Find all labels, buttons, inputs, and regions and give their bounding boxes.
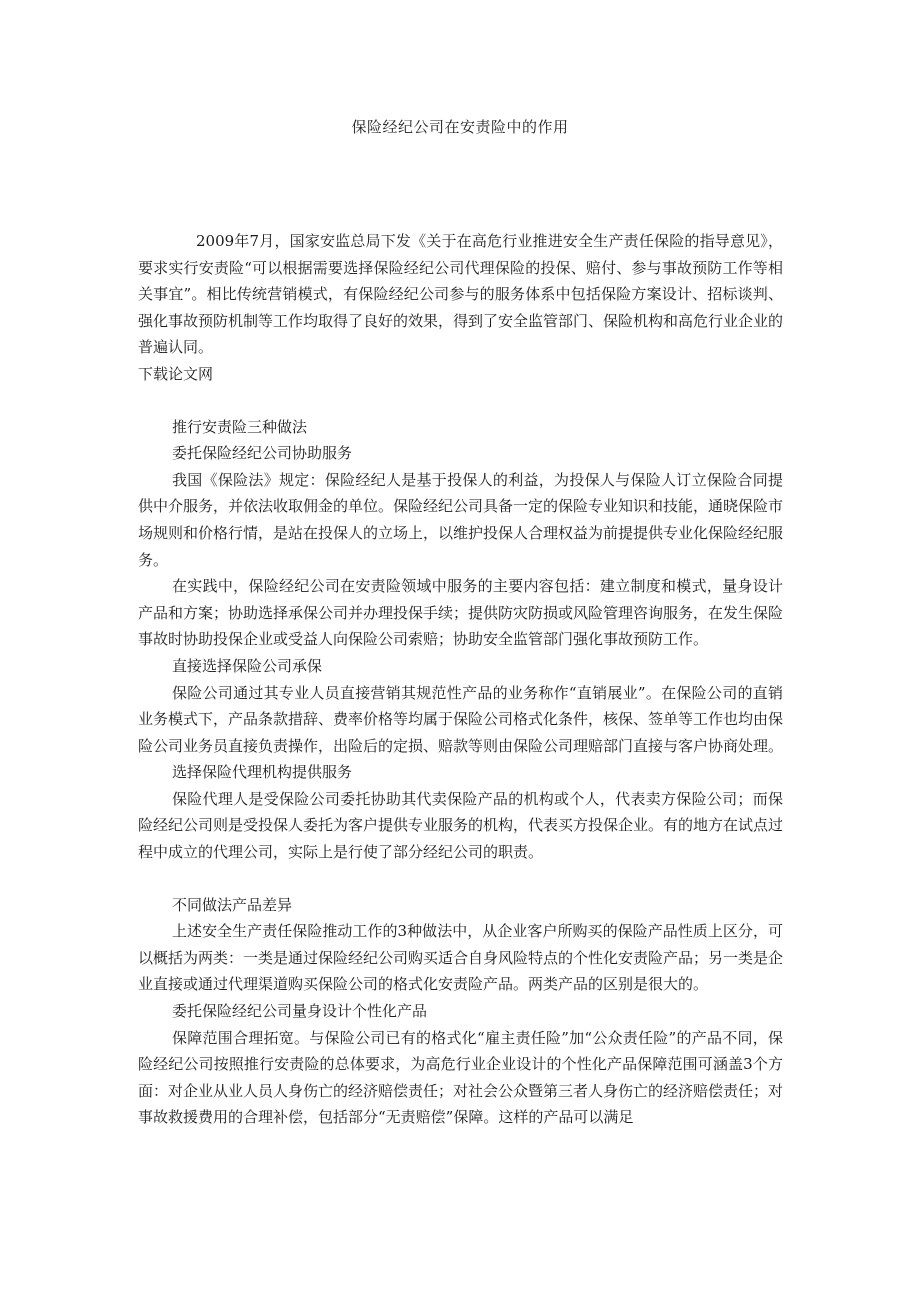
paragraph: 保障范围合理拓宽。与保险公司已有的格式化“雇主责任险”加“公众责任险”的产品不同，保险经纪公司按照推行安责险的总体要求，为高危行业企业设计的个性化产品保障范围可涵盖3个方面：对企业从业人员人身伤亡的经济赔偿责任；对社会公众暨第三者人身伤亡的经济赔偿责任；对事故救援费用的合理补偿，包括部分“无责赔偿”保障。这样的产品可以满足 <box>138 1028 784 1127</box>
subsection-heading: 委托保险经纪公司量身设计个性化产品 <box>172 1002 428 1021</box>
spacer <box>138 866 783 892</box>
paragraph: 在实践中，保险经纪公司在安责险领域中服务的主要内容包括：建立制度和模式，量身设计产品和方案；协助选择承保公司并办理投保手续；提供防灾防损或风险管理咨询服务，在发生保险事故时协助投保企业或受益人向保险公司索赔；协助安全监管部门强化事故预防工作。 <box>138 577 784 649</box>
source-note: 下载论文网 <box>138 364 214 383</box>
paragraph-intro: 2009年7月，国家安监总局下发《关于在高危行业推进安全生产责任保险的指导意见》，要求实行安责险“可以根据需要选择保险经纪公司代理保险的投保、赔付、参与事故预防工作等相关事宜”。相比传统营销模式，有保险经纪公司参与的服务体系中包括保险方案设计、招标谈判、强化事故预防机制等工作均取得了良好的效果，得到了安全监管部门、保险机构和高危行业企业的普遍认同。 <box>138 232 784 357</box>
subsection-heading: 选择保险代理机构提供服务 <box>172 763 353 782</box>
document-body <box>138 228 783 1131</box>
section-heading: 推行安责险三种做法 <box>172 417 308 436</box>
paragraph: 保险公司通过其专业人员直接营销其规范性产品的业务称作“直销展业”。在保险公司的直销业务模式下，产品条款措辞、费率价格等均属于保险公司格式化条件，核保、签单等工作也均由保险公司业务员直接负责操作，出险后的定损、赔款等则由保险公司理赔部门直接与客户协商处理。 <box>138 683 784 755</box>
subsection-heading: 委托保险经纪公司协助服务 <box>172 444 353 463</box>
paragraph: 保险代理人是受保险公司委托协助其代卖保险产品的机构或个人，代表卖方保险公司；而保险经纪公司则是受投保人委托为客户提供专业服务的机构，代表买方投保企业。有的地方在试点过程中成立的代理公司，实际上是行使了部分经纪公司的职责。 <box>138 789 784 862</box>
section-heading: 不同做法产品差异 <box>172 895 293 914</box>
paragraph: 上述安全生产责任保险推动工作的3种做法中，从企业客户所购买的保险产品性质上区分，可以概括为两类：一类是通过保险经纪公司购买适合自身风险特点的个性化安责险产品；另一类是企业直接或通过代理渠道购买保险公司的格式化安责险产品。两类产品的区别是很大的。 <box>138 922 784 994</box>
paragraph: 我国《保险法》规定：保险经纪人是基于投保人的利益，为投保人与保险人订立保险合同提供中介服务，并依法收取佣金的单位。保险经纪公司具备一定的保险专业知识和技能，通晓保险市场规则和价格行情，是站在投保人的立场上，以维护投保人合理权益为前提提供专业化保险经纪服务。 <box>138 470 784 569</box>
document-title: 保险经纪公司在安责险中的作用 <box>351 118 569 136</box>
spacer <box>138 388 783 414</box>
subsection-heading: 直接选择保险公司承保 <box>172 656 323 675</box>
